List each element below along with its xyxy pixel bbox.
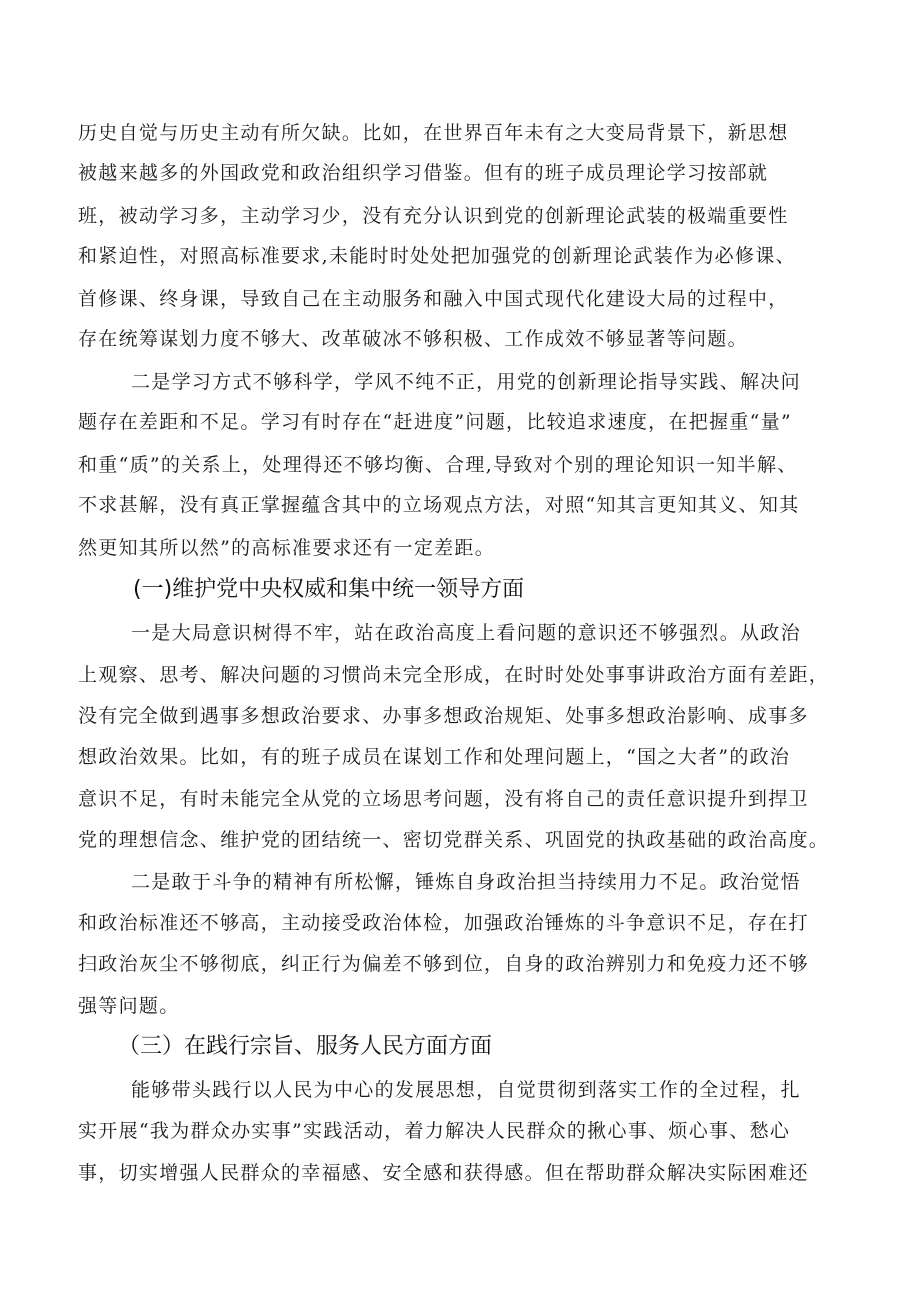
paragraph-line: 没有完全做到遇事多想政治要求、办事多想政治规矩、处事多想政治影响、成事多 [78,705,809,727]
paragraph-line: 二是敢于斗争的精神有所松懈，锤炼自身政治担当持续用力不足。政治觉悟 [131,871,801,893]
section-heading: （三）在践行宗旨、服务人民方面方面 [118,1034,493,1059]
paragraph-line: 和紧迫性，对照高标准要求,未能时时处处把加强党的创新理论武装作为必修课、 [78,245,796,267]
paragraph-line: 和重“质”的关系上，处理得还不够均衡、合理,导致对个别的理论知识一知半解、 [78,454,798,476]
paragraph-line: 意识不足，有时未能完全从党的立场思考问题，没有将自己的责任意识提升到捍卫 [78,788,809,810]
paragraph-line: 能够带头践行以人民为中心的发展思想，自觉贯彻到落实工作的全过程，扎 [131,1079,801,1101]
paragraph-line: 存在统筹谋划力度不够大、改革破冰不够积极、工作成效不够显著等问题。 [78,328,748,350]
paragraph-line: 党的理想信念、维护党的团结统一、密切党群关系、巩固党的执政基础的政治高度。 [78,829,830,851]
paragraph-line: 被越来越多的外国政党和政治组织学习借鉴。但有的班子成员理论学习按部就 [78,162,769,184]
paragraph-line: 题存在差距和不足。学习有时存在“赶进度”问题，比较追求速度，在把握重“量” [78,411,792,433]
paragraph-line: 然更知其所以然”的高标准要求还有一定差距。 [78,537,496,559]
paragraph-line: 实开展“我为群众办实事”实践活动，着力解决人民群众的揪心事、烦心事、愁心 [78,1120,791,1142]
paragraph-line: 想政治效果。比如，有的班子成员在谋划工作和处理问题上，“国之大者”的政治 [78,746,791,768]
paragraph-line: 不求甚解，没有真正掌握蕴含其中的立场观点方法，对照“知其言更知其义、知其 [78,494,800,516]
paragraph-line: 历史自觉与历史主动有所欠缺。比如，在世界百年未有之大变局背景下，新思想 [78,122,789,144]
paragraph-line: 强等问题。 [78,995,180,1017]
paragraph-line: 班，被动学习多，主动学习少，没有充分认识到党的创新理论武装的极端重要性 [78,205,789,227]
paragraph-line: 和政治标准还不够高，主动接受政治体检，加强政治锤炼的斗争意识不足，存在打 [78,912,809,934]
paragraph-line: 上观察、思考、解决问题的习惯尚未完全形成，在时时处处事事讲政治方面有差距， [78,664,830,686]
paragraph-line: 扫政治灰尘不够彻底，纠正行为偏差不够到位，自身的政治辨别力和免疫力还不够 [78,953,809,975]
paragraph-line: 一是大局意识树得不牢，站在政治高度上看问题的意识还不够强烈。从政治 [131,622,801,644]
paragraph-line: 事，切实增强人民群众的幸福感、安全感和获得感。但在帮助群众解决实际困难还 [78,1162,809,1184]
section-heading: (一)维护党中央权威和集中统一领导方面 [133,577,525,602]
paragraph-line: 二是学习方式不够科学，学风不纯不正，用党的创新理论指导实践、解决问 [131,371,801,393]
paragraph-line: 首修课、终身课，导致自己在主动服务和融入中国式现代化建设大局的过程中， [78,288,789,310]
